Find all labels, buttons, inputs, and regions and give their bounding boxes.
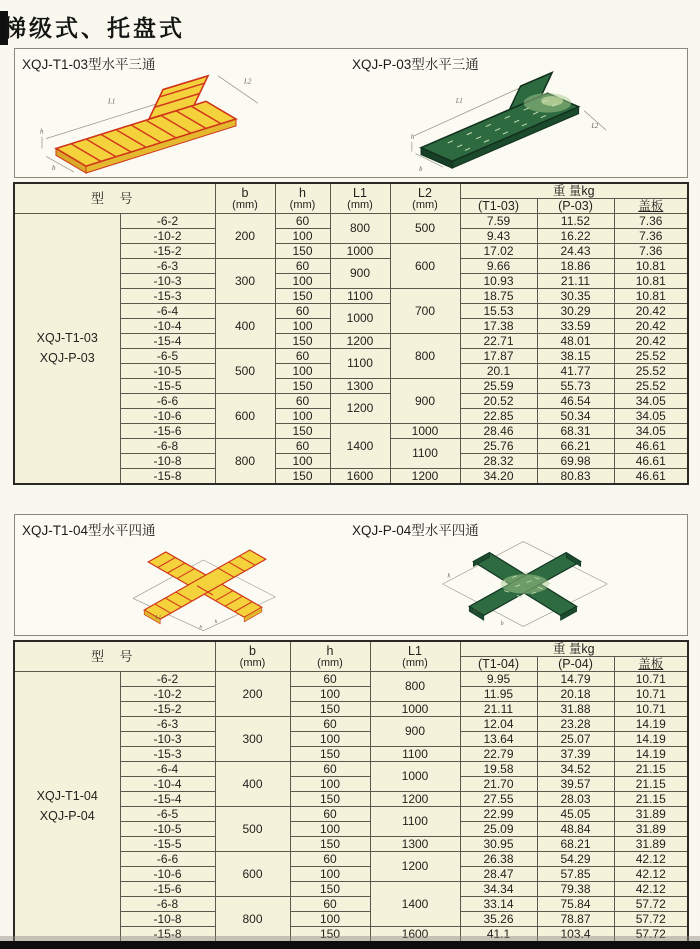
- spec-table-tee: [13, 182, 689, 485]
- cell-submodel: -15-2: [120, 244, 215, 259]
- col-header-b: b (mm): [215, 641, 290, 672]
- cell-h: 150: [290, 927, 370, 943]
- cell-l2: 600: [390, 244, 460, 289]
- cell-l1: 1000: [370, 762, 460, 792]
- cell-weight-p: 50.34: [537, 409, 614, 424]
- cell-weight-p: 37.39: [537, 747, 614, 762]
- cell-weight-p: 54.29: [537, 852, 614, 867]
- cell-h: 100: [275, 229, 330, 244]
- svg-text:b: b: [419, 165, 423, 174]
- cell-weight-p: 80.83: [537, 469, 614, 485]
- col-header-weight: 重 量kg: [460, 183, 688, 199]
- cell-weight-t: 26.38: [460, 852, 537, 867]
- model-series-cell: [14, 214, 120, 485]
- svg-text:b: b: [199, 624, 203, 631]
- cell-h: 100: [275, 319, 330, 334]
- cell-weight-cover: 21.15: [614, 792, 688, 807]
- cell-submodel: -10-8: [120, 454, 215, 469]
- cell-weight-t: 35.26: [460, 912, 537, 927]
- cell-weight-p: 45.05: [537, 807, 614, 822]
- cell-l1: 1100: [370, 747, 460, 762]
- cell-weight-cover: 42.12: [614, 882, 688, 897]
- cell-l1: 800: [330, 214, 390, 244]
- ladder-cross-drawing: [85, 537, 325, 633]
- cell-weight-t: 28.47: [460, 867, 537, 882]
- cell-submodel: -6-3: [120, 259, 215, 274]
- cell-b: 400: [215, 762, 290, 807]
- col-subheader: (T1-03): [460, 199, 537, 214]
- cell-l2: 1000: [390, 424, 460, 439]
- cell-submodel: -6-3: [120, 717, 215, 732]
- cell-submodel: -10-4: [120, 777, 215, 792]
- cell-weight-p: 48.84: [537, 822, 614, 837]
- cell-l1: 1300: [370, 837, 460, 852]
- page-bottom-edge: [0, 941, 700, 949]
- cell-h: 60: [290, 852, 370, 867]
- cell-submodel: -15-6: [120, 882, 215, 897]
- cell-h: 60: [275, 349, 330, 364]
- cell-weight-p: 30.29: [537, 304, 614, 319]
- cell-b: 600: [215, 852, 290, 897]
- cell-submodel: -6-4: [120, 762, 215, 777]
- cell-b: 800: [215, 897, 290, 943]
- cell-b: 200: [215, 672, 290, 717]
- cell-submodel: -10-6: [120, 409, 215, 424]
- cell-h: 60: [290, 717, 370, 732]
- svg-text:L1: L1: [108, 98, 116, 106]
- cell-l1: 1200: [330, 394, 390, 424]
- col-subheader: (P-03): [537, 199, 614, 214]
- cell-weight-cover: 42.12: [614, 852, 688, 867]
- cell-weight-t: 25.59: [460, 379, 537, 394]
- cell-weight-p: 14.79: [537, 672, 614, 687]
- cell-weight-cover: 57.72: [614, 927, 688, 943]
- cell-weight-cover: 20.42: [614, 304, 688, 319]
- cell-weight-cover: 57.72: [614, 897, 688, 912]
- col-header-model: 型 号: [14, 641, 215, 672]
- cell-weight-cover: 14.19: [614, 732, 688, 747]
- cell-weight-p: 23.28: [537, 717, 614, 732]
- cell-h: 60: [290, 672, 370, 687]
- svg-text:L2: L2: [591, 123, 599, 131]
- col-subheader: (T1-04): [460, 657, 537, 672]
- cell-weight-cover: 20.42: [614, 319, 688, 334]
- cell-h: 60: [275, 304, 330, 319]
- cell-l1: 1000: [330, 244, 390, 259]
- cell-submodel: -15-4: [120, 334, 215, 349]
- col-header-L1: L1 (mm): [330, 183, 390, 214]
- cell-submodel: -6-4: [120, 304, 215, 319]
- cell-submodel: -6-6: [120, 394, 215, 409]
- cell-h: 150: [275, 334, 330, 349]
- cell-weight-t: 25.76: [460, 439, 537, 454]
- cell-weight-p: 55.73: [537, 379, 614, 394]
- cell-weight-t: 17.02: [460, 244, 537, 259]
- cell-b: 300: [215, 717, 290, 762]
- svg-text:b: b: [52, 165, 56, 173]
- cell-h: 100: [290, 867, 370, 882]
- cell-l1: 1400: [370, 882, 460, 927]
- cell-submodel: -10-3: [120, 732, 215, 747]
- cell-weight-t: 22.99: [460, 807, 537, 822]
- cell-weight-cover: 14.19: [614, 717, 688, 732]
- cell-weight-t: 19.58: [460, 762, 537, 777]
- cell-weight-p: 11.52: [537, 214, 614, 229]
- cell-l1: 1100: [330, 289, 390, 304]
- cell-weight-t: 21.11: [460, 702, 537, 717]
- cell-weight-t: 34.34: [460, 882, 537, 897]
- cell-weight-t: 20.1: [460, 364, 537, 379]
- figure-title-tray-tee: XQJ-P-03型水平三通: [352, 57, 479, 72]
- cell-l1: 1600: [330, 469, 390, 485]
- cell-weight-p: 39.57: [537, 777, 614, 792]
- cell-h: 150: [290, 792, 370, 807]
- cell-weight-t: 20.52: [460, 394, 537, 409]
- cell-l2: 700: [390, 289, 460, 334]
- cell-weight-cover: 42.12: [614, 867, 688, 882]
- col-header-L1: L1 (mm): [370, 641, 460, 672]
- cell-submodel: -10-8: [120, 912, 215, 927]
- cell-h: 100: [275, 409, 330, 424]
- cell-h: 60: [275, 394, 330, 409]
- cell-h: 100: [275, 454, 330, 469]
- cell-h: 150: [290, 747, 370, 762]
- cell-submodel: -6-8: [120, 897, 215, 912]
- cell-weight-t: 30.95: [460, 837, 537, 852]
- svg-text:L1: L1: [473, 607, 480, 614]
- cell-submodel: -10-2: [120, 687, 215, 702]
- highlight: [501, 574, 549, 594]
- cell-h: 150: [275, 289, 330, 304]
- model-series-label: XQJ-P-04: [39, 809, 95, 823]
- model-series-cell: [14, 672, 120, 943]
- cell-weight-cover: 7.36: [614, 229, 688, 244]
- svg-text:h: h: [40, 128, 44, 136]
- svg-text:h: h: [410, 133, 415, 141]
- cell-submodel: -15-5: [120, 379, 215, 394]
- cell-weight-cover: 25.52: [614, 379, 688, 394]
- cell-weight-p: 46.54: [537, 394, 614, 409]
- cell-weight-cover: 10.81: [614, 289, 688, 304]
- cell-weight-cover: 31.89: [614, 822, 688, 837]
- svg-text:b: b: [500, 620, 504, 627]
- cell-submodel: -6-5: [120, 349, 215, 364]
- cell-h: 100: [290, 822, 370, 837]
- cell-weight-cover: 7.36: [614, 214, 688, 229]
- svg-text:h: h: [447, 573, 451, 580]
- cell-h: 60: [290, 897, 370, 912]
- cell-weight-cover: 46.61: [614, 439, 688, 454]
- cell-weight-t: 22.79: [460, 747, 537, 762]
- cell-weight-p: 103.4: [537, 927, 614, 943]
- cell-weight-cover: 10.71: [614, 687, 688, 702]
- col-header-weight: 重 量kg: [460, 641, 688, 657]
- cell-h: 100: [275, 274, 330, 289]
- cell-b: 200: [215, 214, 275, 259]
- cell-weight-t: 9.43: [460, 229, 537, 244]
- col-subheader: 盖板: [614, 657, 688, 672]
- cell-submodel: -15-3: [120, 747, 215, 762]
- cell-weight-cover: 21.15: [614, 762, 688, 777]
- figure-title-ladder-cross: XQJ-T1-04型水平四通: [22, 523, 156, 538]
- cell-b: 600: [215, 394, 275, 439]
- cell-submodel: -10-4: [120, 319, 215, 334]
- svg-text:L1: L1: [455, 97, 463, 105]
- cell-l1: 1100: [330, 349, 390, 379]
- cell-weight-t: 21.70: [460, 777, 537, 792]
- cell-h: 60: [275, 439, 330, 454]
- cell-weight-cover: 10.71: [614, 702, 688, 717]
- cell-l1: 1000: [330, 304, 390, 334]
- cell-l1: 1200: [370, 852, 460, 882]
- cell-h: 100: [290, 777, 370, 792]
- svg-text:L2: L2: [244, 78, 252, 86]
- cell-h: 100: [290, 732, 370, 747]
- cell-weight-p: 68.31: [537, 424, 614, 439]
- cell-weight-t: 9.95: [460, 672, 537, 687]
- cell-l1: 1200: [370, 792, 460, 807]
- cell-weight-cover: 10.81: [614, 274, 688, 289]
- cell-weight-p: 57.85: [537, 867, 614, 882]
- cell-weight-t: 41.1: [460, 927, 537, 943]
- cell-l1: 1300: [330, 379, 390, 394]
- cell-l2: 1100: [390, 439, 460, 469]
- cell-submodel: -15-6: [120, 424, 215, 439]
- cell-l1: 1000: [370, 702, 460, 717]
- cell-submodel: -6-8: [120, 439, 215, 454]
- cell-weight-cover: 31.89: [614, 807, 688, 822]
- cell-submodel: -10-2: [120, 229, 215, 244]
- cell-h: 150: [275, 469, 330, 485]
- cell-l2: 500: [390, 214, 460, 244]
- spec-table-cross: [13, 640, 689, 943]
- cell-weight-cover: 10.81: [614, 259, 688, 274]
- cell-submodel: -10-5: [120, 364, 215, 379]
- cell-h: 60: [290, 807, 370, 822]
- cell-l1: 1400: [330, 424, 390, 469]
- cell-weight-t: 25.09: [460, 822, 537, 837]
- cell-weight-t: 27.55: [460, 792, 537, 807]
- cell-l1: 900: [370, 717, 460, 747]
- cell-weight-cover: 46.61: [614, 454, 688, 469]
- cell-h: 150: [290, 702, 370, 717]
- cell-weight-t: 10.93: [460, 274, 537, 289]
- cell-weight-cover: 10.71: [614, 672, 688, 687]
- cell-submodel: -6-5: [120, 807, 215, 822]
- cell-h: 100: [290, 687, 370, 702]
- cell-weight-cover: 34.05: [614, 394, 688, 409]
- cell-weight-cover: 31.89: [614, 837, 688, 852]
- model-series-label: XQJ-T1-04: [36, 789, 98, 803]
- cell-submodel: -15-8: [120, 469, 215, 485]
- cell-weight-p: 31.88: [537, 702, 614, 717]
- cell-b: 500: [215, 807, 290, 852]
- cell-weight-p: 33.59: [537, 319, 614, 334]
- svg-text:L1: L1: [155, 614, 162, 621]
- cell-submodel: -6-6: [120, 852, 215, 867]
- cell-weight-cover: 34.05: [614, 409, 688, 424]
- cell-l2: 1200: [390, 469, 460, 485]
- cell-weight-t: 18.75: [460, 289, 537, 304]
- cell-l1: 1100: [370, 807, 460, 837]
- figure-title-tray-cross: XQJ-P-04型水平四通: [352, 523, 479, 538]
- ladder-tee-drawing: [38, 66, 338, 174]
- cell-weight-p: 20.18: [537, 687, 614, 702]
- cell-h: 150: [290, 837, 370, 852]
- cell-weight-p: 34.52: [537, 762, 614, 777]
- cell-h: 150: [290, 882, 370, 897]
- cell-submodel: -15-5: [120, 837, 215, 852]
- cell-weight-p: 79.38: [537, 882, 614, 897]
- svg-text:h: h: [214, 619, 218, 625]
- cell-weight-p: 69.98: [537, 454, 614, 469]
- cell-submodel: -10-5: [120, 822, 215, 837]
- cell-weight-cover: 14.19: [614, 747, 688, 762]
- cell-h: 60: [275, 214, 330, 229]
- col-header-model: 型 号: [14, 183, 215, 214]
- cell-weight-p: 48.01: [537, 334, 614, 349]
- cell-weight-cover: 57.72: [614, 912, 688, 927]
- cell-h: 150: [275, 424, 330, 439]
- cell-l1: 1200: [330, 334, 390, 349]
- cell-h: 150: [275, 244, 330, 259]
- cell-submodel: -10-6: [120, 867, 215, 882]
- tray-tee-drawing: [410, 62, 630, 174]
- cell-weight-t: 9.66: [460, 259, 537, 274]
- cell-submodel: -15-4: [120, 792, 215, 807]
- cell-weight-t: 28.46: [460, 424, 537, 439]
- cell-b: 400: [215, 304, 275, 349]
- model-series-label: XQJ-P-03: [39, 351, 95, 365]
- cell-submodel: -10-3: [120, 274, 215, 289]
- cell-h: 60: [275, 259, 330, 274]
- cell-weight-cover: 7.36: [614, 244, 688, 259]
- cell-weight-p: 18.86: [537, 259, 614, 274]
- model-series-label: XQJ-T1-03: [36, 331, 98, 345]
- cell-b: 300: [215, 259, 275, 304]
- cell-weight-p: 21.11: [537, 274, 614, 289]
- col-header-h: h (mm): [290, 641, 370, 672]
- cell-weight-t: 22.85: [460, 409, 537, 424]
- cell-l1: 800: [370, 672, 460, 702]
- cell-weight-p: 68.21: [537, 837, 614, 852]
- cell-weight-p: 24.43: [537, 244, 614, 259]
- cell-weight-p: 38.15: [537, 349, 614, 364]
- col-subheader: 盖板: [614, 199, 688, 214]
- cell-weight-cover: 20.42: [614, 334, 688, 349]
- cell-submodel: -6-2: [120, 214, 215, 229]
- cell-weight-cover: 25.52: [614, 349, 688, 364]
- cell-weight-t: 15.53: [460, 304, 537, 319]
- cell-l1: 900: [330, 259, 390, 289]
- cell-weight-p: 16.22: [537, 229, 614, 244]
- cell-weight-p: 66.21: [537, 439, 614, 454]
- cell-weight-t: 34.20: [460, 469, 537, 485]
- cell-h: 150: [275, 379, 330, 394]
- cell-weight-t: 12.04: [460, 717, 537, 732]
- cell-weight-t: 28.32: [460, 454, 537, 469]
- col-header-h: h (mm): [275, 183, 330, 214]
- cell-h: 60: [290, 762, 370, 777]
- cell-weight-cover: 46.61: [614, 469, 688, 485]
- cell-weight-t: 11.95: [460, 687, 537, 702]
- cell-weight-cover: 34.05: [614, 424, 688, 439]
- cell-h: 100: [290, 912, 370, 927]
- cell-l2: 900: [390, 379, 460, 424]
- cell-weight-p: 78.87: [537, 912, 614, 927]
- col-header-L2: L2 (mm): [390, 183, 460, 214]
- cell-submodel: -15-8: [120, 927, 215, 943]
- cell-submodel: -6-2: [120, 672, 215, 687]
- cell-weight-p: 25.07: [537, 732, 614, 747]
- page-title: 梯级式、托盘式: [3, 15, 185, 41]
- cell-weight-p: 75.84: [537, 897, 614, 912]
- cell-weight-cover: 25.52: [614, 364, 688, 379]
- cell-b: 800: [215, 439, 275, 485]
- cell-weight-p: 30.35: [537, 289, 614, 304]
- cell-weight-p: 28.03: [537, 792, 614, 807]
- cell-l1: 1600: [370, 927, 460, 943]
- cell-weight-cover: 21.15: [614, 777, 688, 792]
- cell-weight-p: 41.77: [537, 364, 614, 379]
- cell-weight-t: 13.64: [460, 732, 537, 747]
- cell-weight-t: 17.38: [460, 319, 537, 334]
- tray-cross-drawing: [420, 535, 630, 633]
- col-header-b: b (mm): [215, 183, 275, 214]
- cell-weight-t: 7.59: [460, 214, 537, 229]
- cell-submodel: -15-3: [120, 289, 215, 304]
- col-subheader: (P-04): [537, 657, 614, 672]
- cell-b: 500: [215, 349, 275, 394]
- cell-h: 100: [275, 364, 330, 379]
- cell-weight-t: 22.71: [460, 334, 537, 349]
- cell-weight-t: 17.87: [460, 349, 537, 364]
- cell-l2: 800: [390, 334, 460, 379]
- figure-title-ladder-tee: XQJ-T1-03型水平三通: [22, 57, 156, 72]
- cell-submodel: -15-2: [120, 702, 215, 717]
- cell-weight-t: 33.14: [460, 897, 537, 912]
